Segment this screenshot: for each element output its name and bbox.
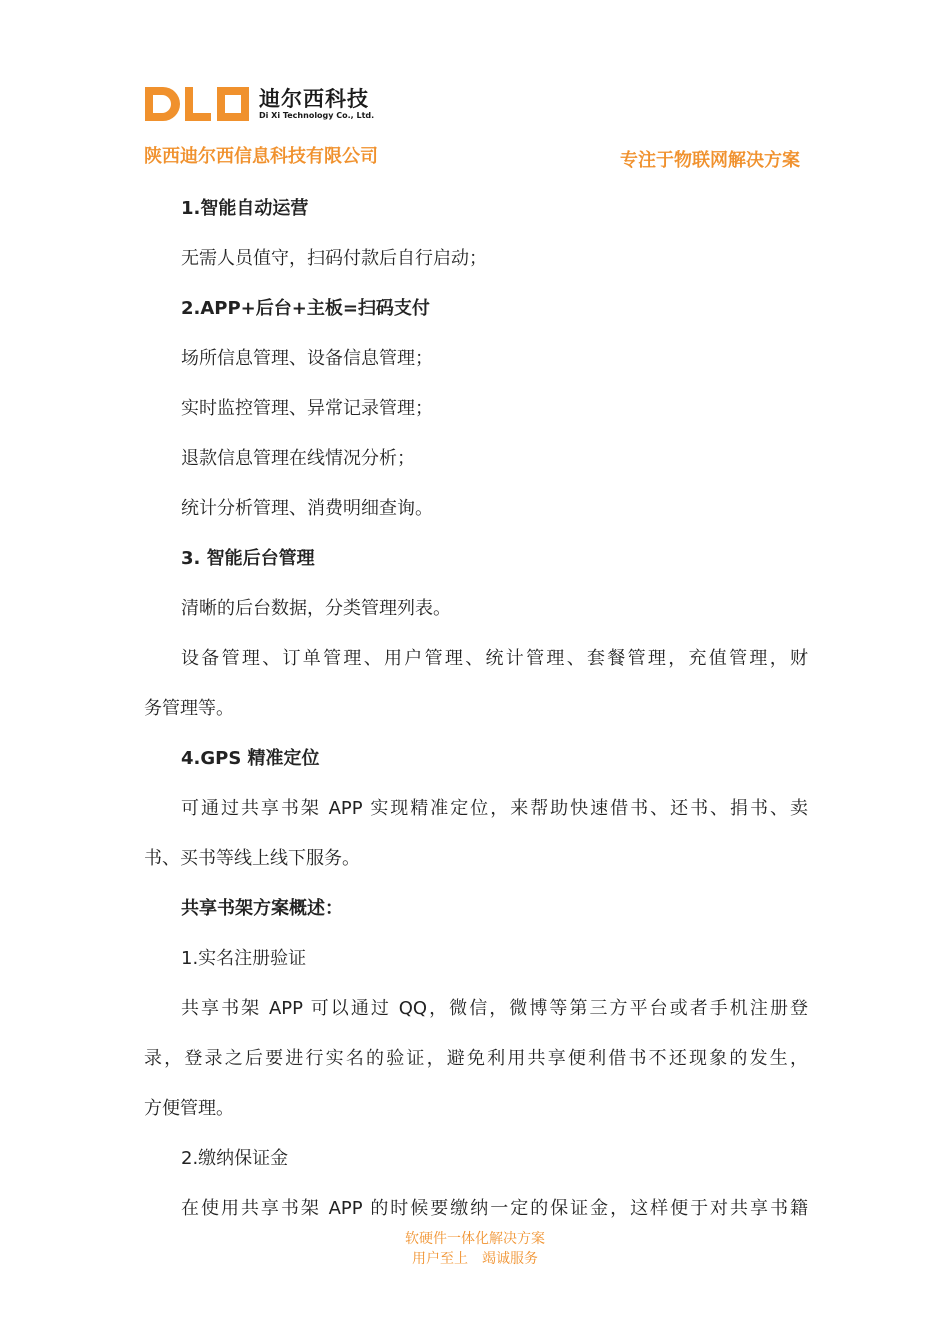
dlo-logo-mark bbox=[145, 87, 249, 121]
brand-name-cn: 迪尔西科技 bbox=[259, 87, 369, 111]
heading-2: 2.APP+后台+主板=扫码支付 bbox=[181, 298, 430, 319]
footer-motto: 用户至上 竭诚服务 bbox=[412, 1251, 538, 1267]
paragraph-line: 在使用共享书架 APP 的时候要缴纳一定的保证金，这样便于对共享书籍 bbox=[181, 1198, 808, 1219]
paragraph: 无需人员值守，扫码付款后自行启动； bbox=[181, 248, 487, 269]
subheading: 2.缴纳保证金 bbox=[181, 1148, 289, 1169]
paragraph-line: 方便管理。 bbox=[144, 1098, 234, 1119]
heading-5: 共享书架方案概述： bbox=[181, 898, 343, 919]
heading-1: 1.智能自动运营 bbox=[181, 198, 309, 219]
heading-3: 3. 智能后台管理 bbox=[181, 548, 315, 569]
document-body bbox=[144, 184, 808, 1234]
brand-name-en: Di Xi Technology Co., Ltd. bbox=[259, 111, 375, 120]
paragraph-line: 设备管理、订单管理、用户管理、统计管理、套餐管理，充值管理，财 bbox=[181, 648, 808, 669]
paragraph: 退款信息管理在线情况分析； bbox=[181, 448, 415, 469]
paragraph: 清晰的后台数据，分类管理列表。 bbox=[181, 598, 451, 619]
paragraph: 实时监控管理、异常记录管理； bbox=[181, 398, 433, 419]
company-logo bbox=[145, 83, 375, 125]
company-name: 陕西迪尔西信息科技有限公司 bbox=[144, 146, 378, 167]
subheading: 1.实名注册验证 bbox=[181, 948, 307, 969]
paragraph: 统计分析管理、消费明细查询。 bbox=[181, 498, 433, 519]
paragraph-line: 可通过共享书架 APP 实现精准定位，来帮助快速借书、还书、捐书、卖 bbox=[181, 798, 808, 819]
paragraph-line: 务管理等。 bbox=[144, 698, 234, 719]
footer-tagline: 软硬件一体化解决方案 bbox=[405, 1231, 545, 1247]
paragraph-line: 录，登录之后要进行实名的验证，避免利用共享便利借书不还现象的发生， bbox=[144, 1048, 808, 1069]
paragraph: 场所信息管理、设备信息管理； bbox=[181, 348, 433, 369]
paragraph-line: 共享书架 APP 可以通过 QQ，微信，微博等第三方平台或者手机注册登 bbox=[181, 998, 808, 1019]
paragraph-line: 书、买书等线上线下服务。 bbox=[144, 848, 360, 869]
header-slogan: 专注于物联网解决方案 bbox=[620, 150, 800, 171]
heading-4: 4.GPS 精准定位 bbox=[181, 748, 320, 769]
